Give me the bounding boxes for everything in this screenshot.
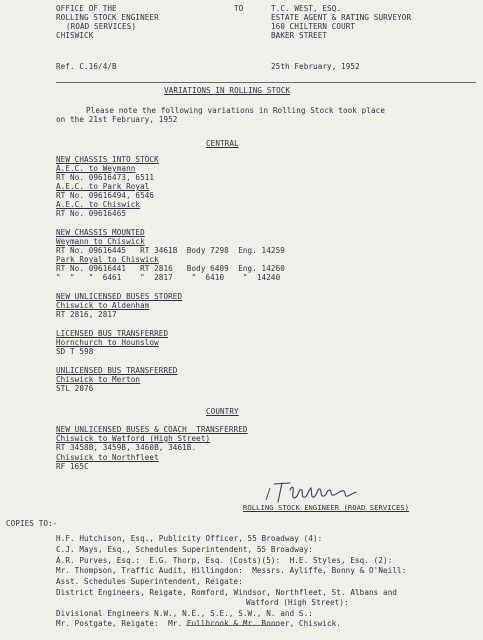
to-line-2: ESTATE AGENT & RATING SURVEYOR <box>271 13 412 22</box>
central-line: LICENSED BUS TRANSFERRED <box>56 329 169 338</box>
central-line: RT No. 09616465 <box>56 209 127 218</box>
document-title: VARIATIONS IN ROLLING STOCK <box>164 86 291 95</box>
reference: Ref. C.16/4/B <box>56 62 117 71</box>
central-line: " " " 6461 " 2817 " 6410 " 14240 <box>56 273 281 282</box>
central-line: RT No. 09616445 RT 3461B Body 7298 Eng. 14259 <box>56 246 285 255</box>
central-line: A.E.C. to Weymann <box>56 164 136 173</box>
central-line: Park Royal to Chiswick <box>56 255 159 264</box>
copies-label: COPIES TO:- <box>6 519 58 528</box>
copies-line: A.R. Purves, Esq.: E.G. Thorp, Esq. (Costs)(5): H.E. Styles, Esq. (2): <box>56 556 393 565</box>
copies-line: Mr. Thompson, Traffic Audit, Hillingdon: Messrs. Ayliffe, Bonny & O'Neill: <box>56 566 407 575</box>
country-line: Chiswick to Watford (High Street) <box>56 434 211 443</box>
to-label: TO <box>234 4 244 13</box>
country-line: RF 165C <box>56 462 89 471</box>
letter-date: 25th February, 1952 <box>271 62 360 71</box>
central-line: Hornchurch to Hounslow <box>56 338 159 347</box>
to-line-4: BAKER STREET <box>271 31 328 40</box>
central-line: RT No. 09616473, 6511 <box>56 173 155 182</box>
central-line: UNLICENSED BUS TRANSFERRED <box>56 366 178 375</box>
central-line: Weymann to Chiswick <box>56 237 145 246</box>
central-line: RT No. 09616494, 6546 <box>56 191 155 200</box>
copies-line: H.F. Hutchison, Esq., Publicity Officer, 55 Broadway (4): <box>56 534 323 543</box>
intro-line-2: on the 21st February, 1952 <box>56 115 178 124</box>
country-line: Chiswick to Northfleet <box>56 453 159 462</box>
from-line-3: (ROAD SERVICES) <box>66 22 137 31</box>
from-line-4: CHISWICK <box>56 31 94 40</box>
central-line: A.E.C. to Chiswick <box>56 200 141 209</box>
header-rule <box>56 82 476 83</box>
central-line: Chiswick to Merton <box>56 375 141 384</box>
central-line: STL 2076 <box>56 384 94 393</box>
signature-caption: ROLLING STOCK ENGINEER (ROAD SERVICES) <box>243 503 410 512</box>
copies-line: District Engineers, Reigate, Romford, Windsor, Northfleet, St. Albans and <box>56 588 398 597</box>
central-line: NEW CHASSIS MOUNTED <box>56 228 145 237</box>
from-line-2: ROLLING STOCK ENGINEER <box>56 13 159 22</box>
copies-line: Divisional Engineers N.W., N.E., S.E., S.W., N. and S.: <box>56 609 313 618</box>
central-line: RT 2816, 2817 <box>56 310 117 319</box>
to-line-3: 160 CHILTERN COURT <box>271 22 356 31</box>
from-line-1: OFFICE OF THE <box>56 4 117 13</box>
central-line: RT No. 09616441 RT 2816 Body 6409 Eng. 14260 <box>56 264 285 273</box>
central-line: Chiswick to Aldenham <box>56 301 150 310</box>
central-heading: CENTRAL <box>206 139 239 148</box>
central-line: A.E.C. to Park Royal <box>56 182 150 191</box>
central-line: NEW UNLICENSED BUSES STORED <box>56 292 183 301</box>
copies-line: Asst. Schedules Superintendent, Reigate: <box>56 577 243 586</box>
central-line: SD T 598 <box>56 347 94 356</box>
red-pen-underline <box>186 625 279 626</box>
copies-line: C.J. Mays, Esq., Schedules Superintendent, 55 Broadway: <box>56 545 313 554</box>
to-line-1: T.C. WEST, ESQ. <box>271 4 342 13</box>
intro-line-1: Please note the following variations in Rolling Stock took place <box>86 106 385 115</box>
copies-line: Watford (High Street): <box>246 598 349 607</box>
country-line: RT 3458B, 3459B, 3460B, 3461B. <box>56 443 197 452</box>
country-line: NEW UNLICENSED BUSES & COACH TRANSFERRED <box>56 425 248 434</box>
central-line: NEW CHASSIS INTO STOCK <box>56 155 159 164</box>
copies-line: Mr. Postgate, Reigate: Mr. Fullbrook & Mr. Bonner, Chiswick. <box>56 619 341 628</box>
country-heading: COUNTRY <box>206 407 239 416</box>
